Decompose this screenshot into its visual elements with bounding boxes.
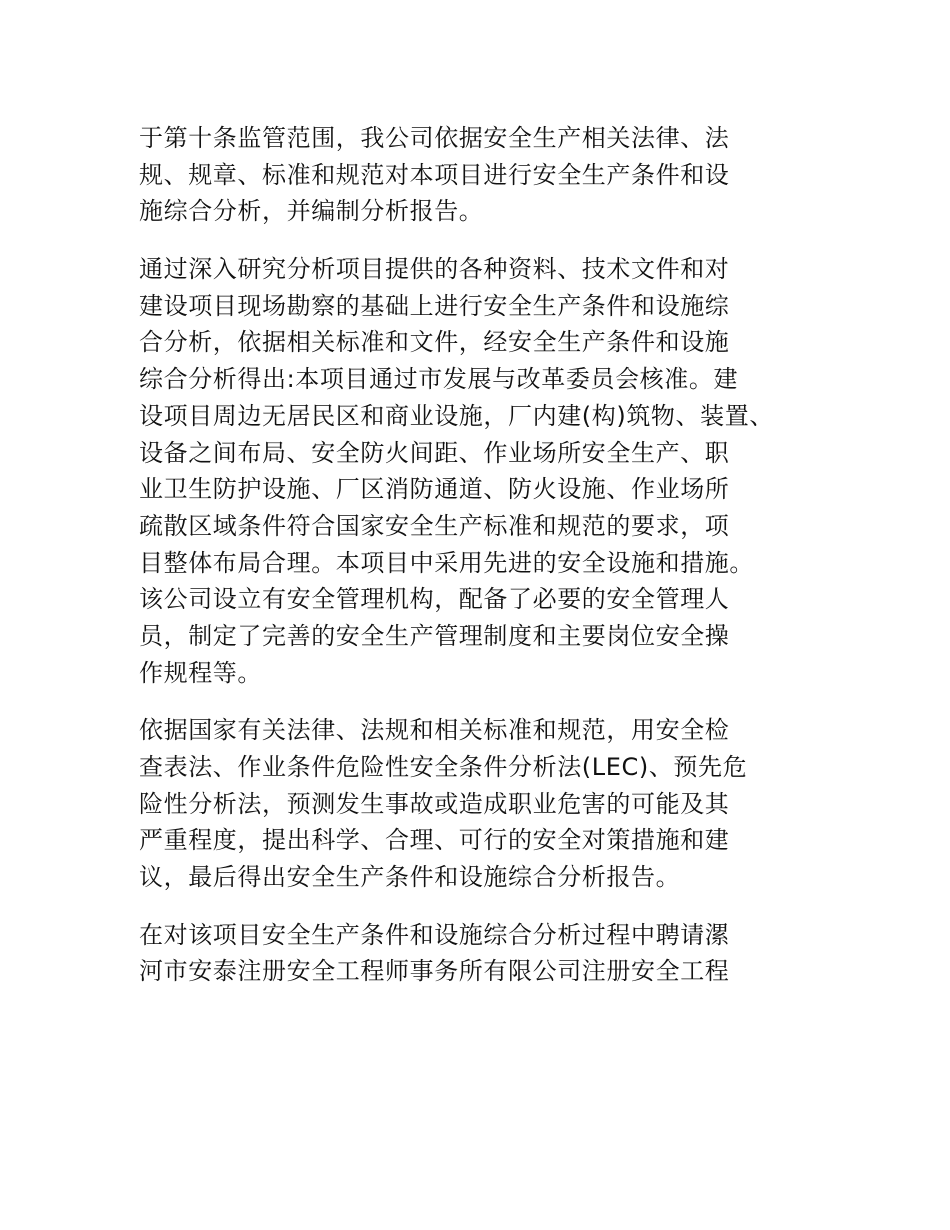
text-line: 施综合分析，并编制分析报告。: [139, 197, 484, 226]
text-line: 于第十条监管范围，我公司依据安全生产相关法律、法: [139, 124, 730, 152]
text-line: 建设项目现场勘察的基础上进行安全生产条件和设施综: [139, 291, 730, 320]
text-line: 规、规章、标准和规范对本项目进行安全生产条件和设: [139, 160, 730, 189]
text-line: 设备之间布局、安全防火间距、作业场所安全生产、职: [139, 438, 730, 467]
text-line: 查表法、作业条件危险性安全条件分析法(LEC)、预先危: [139, 753, 748, 781]
paragraph-1: [139, 120, 839, 230]
text-line: 设项目周边无居民区和商业设施，厂内建(构)筑物、装置、: [139, 401, 774, 430]
text-line: 作规程等。: [139, 658, 262, 687]
text-line: 目整体布局合理。本项目中采用先进的安全设施和措施。: [139, 548, 754, 577]
text-line: 依据国家有关法律、法规和相关标准和规范，用安全检: [139, 716, 730, 745]
text-line: 员，制定了完善的安全生产管理制度和主要岗位安全操: [139, 621, 730, 650]
text-line: 严重程度，提出科学、合理、可行的安全对策措施和建: [139, 826, 730, 855]
text-line: 通过深入研究分析项目提供的各种资料、技术文件和对: [139, 255, 730, 284]
text-line: 综合分析得出:本项目通过市发展与改革委员会核准。建: [139, 365, 739, 394]
paragraph-4: [139, 917, 839, 990]
text-line: 河市安泰注册安全工程师事务所有限公司注册安全工程: [139, 957, 730, 986]
text-line: 险性分析法，预测发生事故或造成职业危害的可能及其: [139, 789, 730, 818]
text-line: 业卫生防护设施、厂区消防通道、防火设施、作业场所: [139, 475, 730, 504]
text-line: 在对该项目安全生产条件和设施综合分析过程中聘请漯: [139, 920, 730, 949]
paragraph-3: [139, 712, 839, 895]
text-line: 议，最后得出安全生产条件和设施综合分析报告。: [139, 863, 681, 892]
text-line: 合分析，依据相关标准和文件，经安全生产条件和设施: [139, 328, 730, 357]
text-line: 该公司设立有安全管理机构，配备了必要的安全管理人: [139, 585, 730, 614]
text-line: 疏散区域条件符合国家安全生产标准和规范的要求，项: [139, 511, 730, 540]
paragraph-2: [139, 251, 839, 691]
document-body: [139, 120, 839, 1011]
